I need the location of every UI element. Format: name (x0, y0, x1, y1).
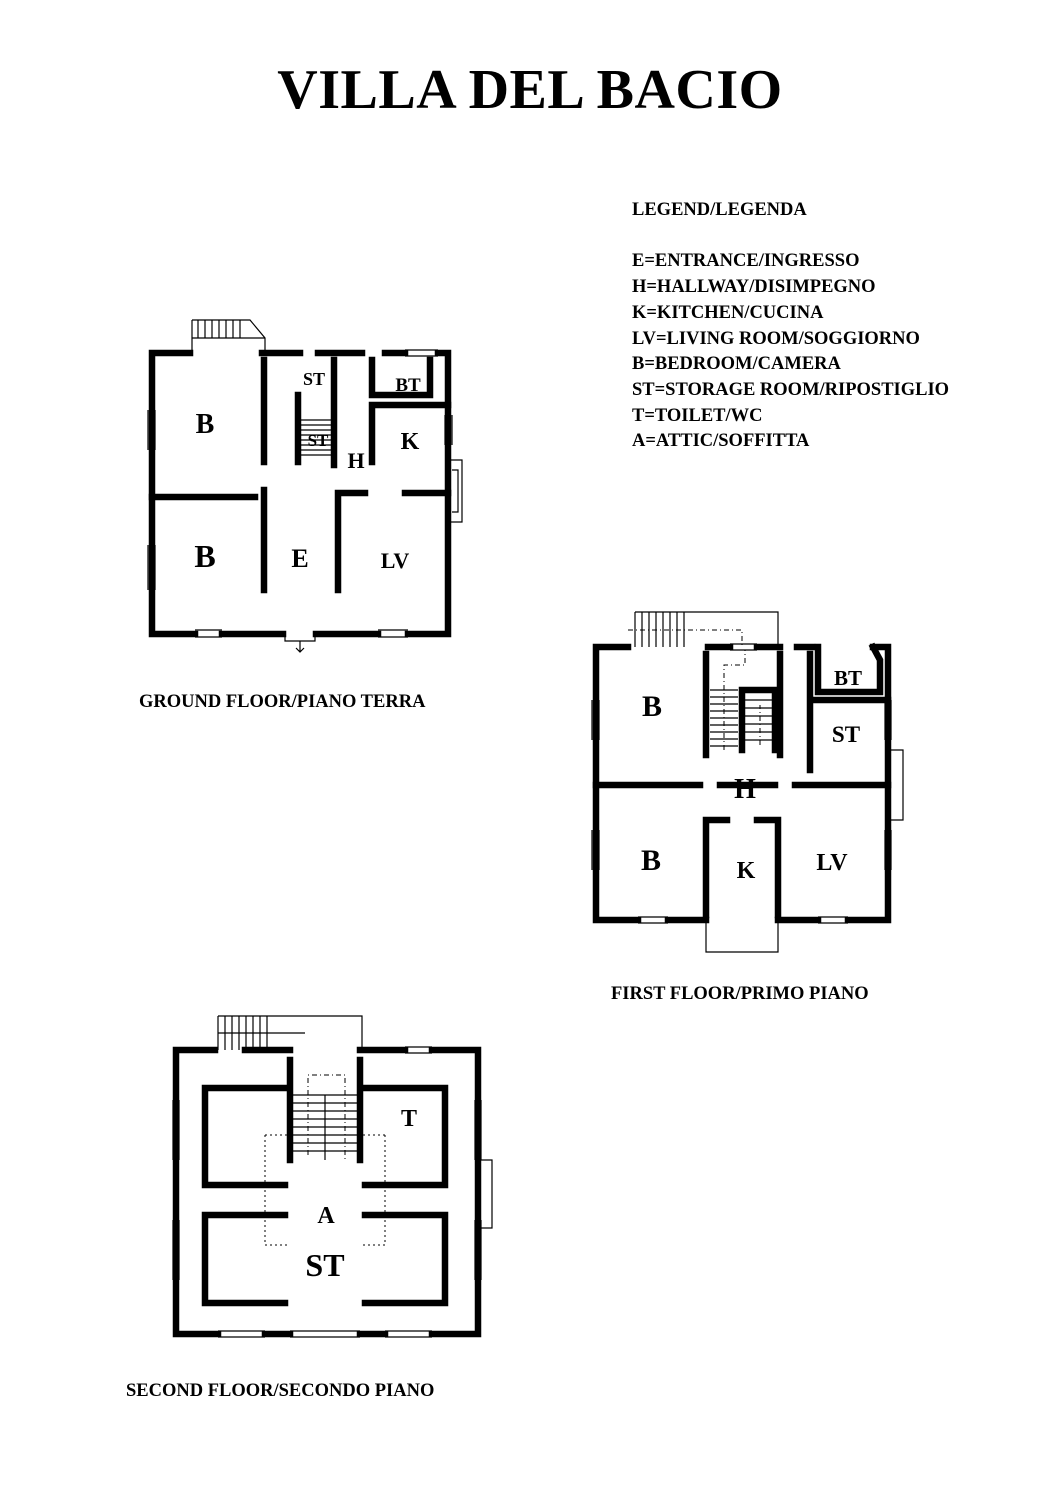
stair (292, 1095, 358, 1160)
room-label: H (347, 448, 365, 473)
legend-item: H=HALLWAY/DISIMPEGNO (632, 277, 876, 298)
second-floor-plan (173, 1016, 492, 1337)
room-label: B (640, 844, 662, 877)
room-label: A (317, 1203, 335, 1229)
room-label: H (734, 774, 756, 805)
legend-item: T=TOILET/WC (632, 405, 763, 426)
room-label: LV (816, 850, 848, 876)
legend-item: ST=STORAGE ROOM/RIPOSTIGLIO (632, 379, 950, 400)
room-label: BT (395, 375, 421, 396)
second-floor-caption: SECOND FLOOR/SECONDO PIANO (126, 1381, 435, 1401)
room-label: BT (833, 666, 863, 690)
legend-item: A=ATTIC/SOFFITTA (632, 431, 810, 452)
legend-heading: LEGEND/LEGENDA (632, 200, 807, 220)
legend-item: K=KITCHEN/CUCINA (632, 302, 824, 323)
exterior-stair (192, 320, 265, 353)
room-label: B (195, 409, 215, 440)
page-title: VILLA DEL BACIO (277, 59, 783, 121)
first-floor-caption: FIRST FLOOR/PRIMO PIANO (611, 984, 869, 1004)
room-label: ST (302, 369, 326, 389)
exterior-wall (176, 1050, 478, 1334)
exterior-stair (218, 1016, 362, 1050)
room-label: K (736, 858, 756, 884)
stair-wall (742, 690, 775, 750)
stair-path (308, 1075, 345, 1160)
balcony (706, 920, 778, 952)
legend-item: B=BEDROOM/CAMERA (632, 354, 841, 375)
room-label: ST (305, 1247, 345, 1283)
legend-item: LV=LIVING ROOM/SOGGIORNO (632, 328, 920, 349)
entrance-step (285, 634, 315, 652)
room-label: LV (380, 548, 410, 573)
room-label: ST (307, 431, 329, 450)
ground-floor-caption: GROUND FLOOR/PIANO TERRA (139, 692, 426, 712)
ground-floor-plan (148, 320, 462, 652)
room-label: B (641, 690, 663, 723)
room-label: ST (831, 722, 861, 747)
room-label: B (194, 538, 216, 574)
room-label: K (400, 429, 420, 455)
room-label: T (400, 1106, 418, 1132)
first-floor-plan (592, 612, 903, 952)
legend-item: E=ENTRANCE/INGRESSO (632, 251, 860, 272)
room-label: E (291, 544, 309, 573)
